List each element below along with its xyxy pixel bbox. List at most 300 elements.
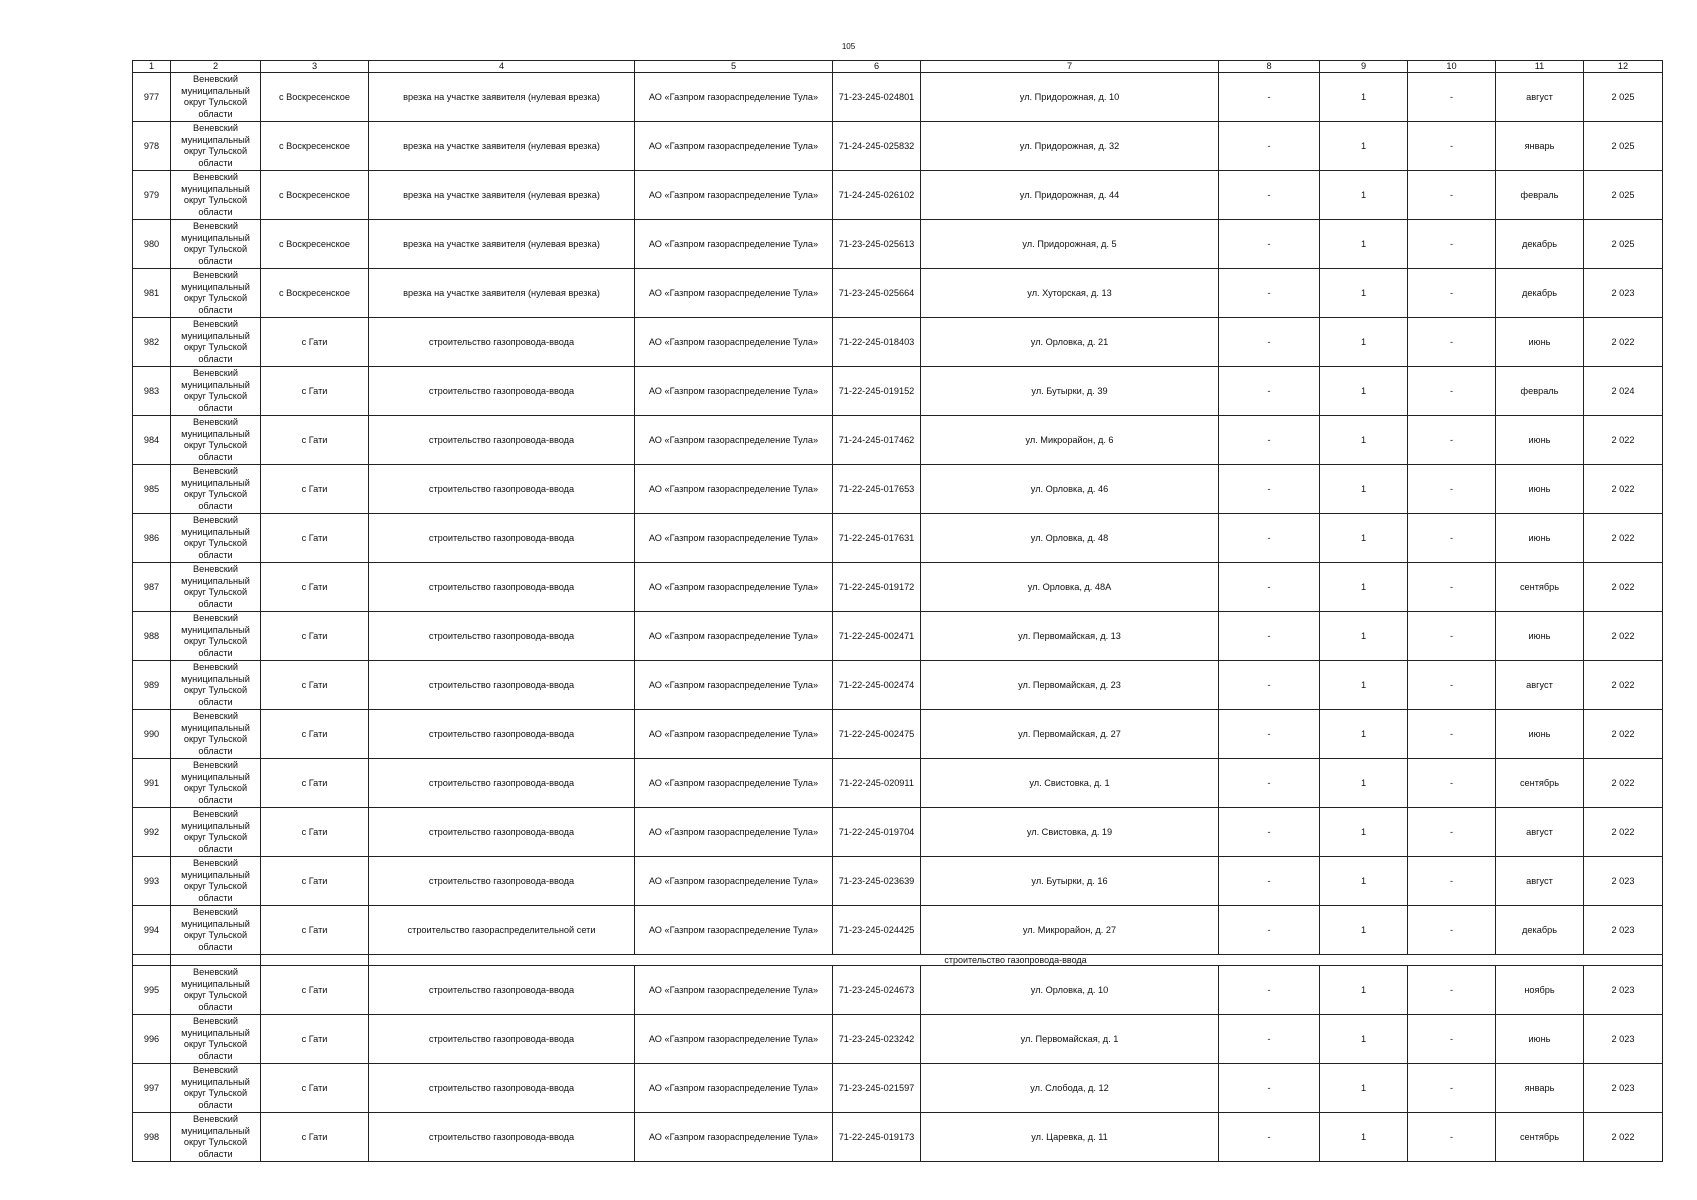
- column-9-value: 1: [1320, 171, 1408, 220]
- address: ул. Первомайская, д. 27: [921, 710, 1219, 759]
- work-type: строительство газораспределительной сети: [369, 906, 635, 955]
- year-value: 2 022: [1584, 465, 1663, 514]
- year-value: 2 023: [1584, 906, 1663, 955]
- month-value: июнь: [1496, 465, 1584, 514]
- application-code: 71-24-245-017462: [833, 416, 921, 465]
- column-10-value: -: [1408, 966, 1496, 1015]
- organization-name: АО «Газпром газораспределение Тула»: [635, 367, 833, 416]
- year-value: 2 024: [1584, 367, 1663, 416]
- address: ул. Орловка, д. 48: [921, 514, 1219, 563]
- row-number: 980: [133, 220, 171, 269]
- district-name: Веневский муниципальный округ Тульской области: [171, 857, 261, 906]
- month-value: ноябрь: [1496, 966, 1584, 1015]
- column-9-value: 1: [1320, 563, 1408, 612]
- district-name: Веневский муниципальный округ Тульской области: [171, 966, 261, 1015]
- month-value: август: [1496, 857, 1584, 906]
- column-10-value: -: [1408, 465, 1496, 514]
- table-row: [133, 563, 1663, 612]
- column-9-value: 1: [1320, 1064, 1408, 1113]
- address: ул. Микрорайон, д. 6: [921, 416, 1219, 465]
- column-8-value: -: [1219, 808, 1320, 857]
- column-9-value: 1: [1320, 966, 1408, 1015]
- address: ул. Хуторская, д. 13: [921, 269, 1219, 318]
- header-row: [133, 61, 1663, 73]
- table-row: [133, 171, 1663, 220]
- column-8-value: -: [1219, 857, 1320, 906]
- table-row: [133, 1064, 1663, 1113]
- organization-name: АО «Газпром газораспределение Тула»: [635, 1064, 833, 1113]
- work-type: врезка на участке заявителя (нулевая врезка): [369, 269, 635, 318]
- district-name: Веневский муниципальный округ Тульской области: [171, 220, 261, 269]
- organization-name: АО «Газпром газораспределение Тула»: [635, 220, 833, 269]
- settlement-name: с Гати: [261, 367, 369, 416]
- row-number: 994: [133, 906, 171, 955]
- year-value: 2 025: [1584, 220, 1663, 269]
- column-9-value: 1: [1320, 906, 1408, 955]
- month-value: август: [1496, 73, 1584, 122]
- settlement-name: с Гати: [261, 710, 369, 759]
- address: ул. Первомайская, д. 13: [921, 612, 1219, 661]
- table-row: [133, 808, 1663, 857]
- district-name: Веневский муниципальный округ Тульской области: [171, 1064, 261, 1113]
- row-number: 996: [133, 1015, 171, 1064]
- settlement-name: с Гати: [261, 808, 369, 857]
- settlement-name: с Гати: [261, 1015, 369, 1064]
- organization-name: АО «Газпром газораспределение Тула»: [635, 514, 833, 563]
- organization-name: АО «Газпром газораспределение Тула»: [635, 661, 833, 710]
- column-10-value: -: [1408, 1064, 1496, 1113]
- table-row: [133, 465, 1663, 514]
- month-value: сентябрь: [1496, 563, 1584, 612]
- work-type: строительство газопровода-ввода: [369, 465, 635, 514]
- column-9-value: 1: [1320, 73, 1408, 122]
- application-code: 71-22-245-019152: [833, 367, 921, 416]
- application-code: 71-23-245-023639: [833, 857, 921, 906]
- row-number: 993: [133, 857, 171, 906]
- address: ул. Свистовка, д. 1: [921, 759, 1219, 808]
- column-10-value: -: [1408, 563, 1496, 612]
- row-number: 992: [133, 808, 171, 857]
- organization-name: АО «Газпром газораспределение Тула»: [635, 906, 833, 955]
- note-cell-empty: [171, 955, 261, 966]
- month-value: июнь: [1496, 1015, 1584, 1064]
- district-name: Веневский муниципальный округ Тульской области: [171, 367, 261, 416]
- application-code: 71-23-245-024425: [833, 906, 921, 955]
- table-body-lower: [133, 966, 1663, 1162]
- row-number: 997: [133, 1064, 171, 1113]
- column-8-value: -: [1219, 318, 1320, 367]
- column-10-value: -: [1408, 367, 1496, 416]
- table-row: [133, 73, 1663, 122]
- row-number: 985: [133, 465, 171, 514]
- work-type: строительство газопровода-ввода: [369, 710, 635, 759]
- column-10-value: -: [1408, 710, 1496, 759]
- column-10-value: -: [1408, 857, 1496, 906]
- month-value: август: [1496, 661, 1584, 710]
- settlement-name: с Воскресенское: [261, 171, 369, 220]
- work-type: строительство газопровода-ввода: [369, 563, 635, 612]
- district-name: Веневский муниципальный округ Тульской области: [171, 122, 261, 171]
- table-row: [133, 759, 1663, 808]
- year-value: 2 022: [1584, 808, 1663, 857]
- header-cell: 12: [1584, 61, 1663, 73]
- row-number: 987: [133, 563, 171, 612]
- row-number: 982: [133, 318, 171, 367]
- column-9-value: 1: [1320, 416, 1408, 465]
- column-10-value: -: [1408, 759, 1496, 808]
- month-value: январь: [1496, 1064, 1584, 1113]
- organization-name: АО «Газпром газораспределение Тула»: [635, 1015, 833, 1064]
- application-code: 71-23-245-024801: [833, 73, 921, 122]
- row-number: 979: [133, 171, 171, 220]
- address: ул. Орловка, д. 21: [921, 318, 1219, 367]
- header-cell: 5: [635, 61, 833, 73]
- work-type: строительство газопровода-ввода: [369, 857, 635, 906]
- column-number-header: [133, 61, 1663, 73]
- district-name: Веневский муниципальный округ Тульской области: [171, 906, 261, 955]
- month-value: январь: [1496, 122, 1584, 171]
- settlement-name: с Гати: [261, 759, 369, 808]
- settlement-name: с Воскресенское: [261, 269, 369, 318]
- row-number: 986: [133, 514, 171, 563]
- column-8-value: -: [1219, 220, 1320, 269]
- organization-name: АО «Газпром газораспределение Тула»: [635, 1113, 833, 1162]
- table-row: [133, 269, 1663, 318]
- table-row: [133, 220, 1663, 269]
- organization-name: АО «Газпром газораспределение Тула»: [635, 122, 833, 171]
- column-8-value: -: [1219, 465, 1320, 514]
- district-name: Веневский муниципальный округ Тульской области: [171, 73, 261, 122]
- address: ул. Придорожная, д. 10: [921, 73, 1219, 122]
- district-name: Веневский муниципальный округ Тульской области: [171, 1113, 261, 1162]
- organization-name: АО «Газпром газораспределение Тула»: [635, 465, 833, 514]
- row-number: 995: [133, 966, 171, 1015]
- district-name: Веневский муниципальный округ Тульской области: [171, 612, 261, 661]
- table-body-upper: [133, 73, 1663, 955]
- column-10-value: -: [1408, 122, 1496, 171]
- column-8-value: -: [1219, 1113, 1320, 1162]
- work-type: строительство газопровода-ввода: [369, 966, 635, 1015]
- application-code: 71-22-245-002474: [833, 661, 921, 710]
- district-name: Веневский муниципальный округ Тульской области: [171, 759, 261, 808]
- settlement-name: с Гати: [261, 966, 369, 1015]
- address: ул. Придорожная, д. 44: [921, 171, 1219, 220]
- work-type: строительство газопровода-ввода: [369, 367, 635, 416]
- header-cell: 2: [171, 61, 261, 73]
- organization-name: АО «Газпром газораспределение Тула»: [635, 318, 833, 367]
- column-9-value: 1: [1320, 269, 1408, 318]
- work-type: строительство газопровода-ввода: [369, 1113, 635, 1162]
- work-type: строительство газопровода-ввода: [369, 416, 635, 465]
- district-name: Веневский муниципальный округ Тульской области: [171, 318, 261, 367]
- table-row: [133, 710, 1663, 759]
- address: ул. Орловка, д. 10: [921, 966, 1219, 1015]
- year-value: 2 025: [1584, 122, 1663, 171]
- column-8-value: -: [1219, 122, 1320, 171]
- column-9-value: 1: [1320, 514, 1408, 563]
- table-row: [133, 857, 1663, 906]
- row-number: 989: [133, 661, 171, 710]
- work-type: строительство газопровода-ввода: [369, 1015, 635, 1064]
- settlement-name: с Гати: [261, 514, 369, 563]
- column-8-value: -: [1219, 966, 1320, 1015]
- page-number: 105: [841, 42, 856, 51]
- address: ул. Орловка, д. 46: [921, 465, 1219, 514]
- application-code: 71-22-245-019172: [833, 563, 921, 612]
- column-10-value: -: [1408, 269, 1496, 318]
- year-value: 2 023: [1584, 1015, 1663, 1064]
- row-number: 981: [133, 269, 171, 318]
- table-row: [133, 661, 1663, 710]
- application-code: 71-22-245-019173: [833, 1113, 921, 1162]
- table-row: [133, 318, 1663, 367]
- row-number: 990: [133, 710, 171, 759]
- application-code: 71-23-245-023242: [833, 1015, 921, 1064]
- district-name: Веневский муниципальный округ Тульской области: [171, 416, 261, 465]
- organization-name: АО «Газпром газораспределение Тула»: [635, 269, 833, 318]
- column-9-value: 1: [1320, 612, 1408, 661]
- address: ул. Первомайская, д. 23: [921, 661, 1219, 710]
- organization-name: АО «Газпром газораспределение Тула»: [635, 966, 833, 1015]
- column-10-value: -: [1408, 318, 1496, 367]
- organization-name: АО «Газпром газораспределение Тула»: [635, 612, 833, 661]
- settlement-name: с Воскресенское: [261, 122, 369, 171]
- year-value: 2 023: [1584, 269, 1663, 318]
- column-9-value: 1: [1320, 1113, 1408, 1162]
- organization-name: АО «Газпром газораспределение Тула»: [635, 857, 833, 906]
- header-cell: 1: [133, 61, 171, 73]
- header-cell: 10: [1408, 61, 1496, 73]
- column-9-value: 1: [1320, 318, 1408, 367]
- column-8-value: -: [1219, 563, 1320, 612]
- address: ул. Придорожная, д. 5: [921, 220, 1219, 269]
- settlement-name: с Гати: [261, 465, 369, 514]
- row-number: 984: [133, 416, 171, 465]
- address: ул. Придорожная, д. 32: [921, 122, 1219, 171]
- column-8-value: -: [1219, 1015, 1320, 1064]
- month-value: декабрь: [1496, 269, 1584, 318]
- column-10-value: -: [1408, 416, 1496, 465]
- work-type: строительство газопровода-ввода: [369, 612, 635, 661]
- year-value: 2 023: [1584, 1064, 1663, 1113]
- column-8-value: -: [1219, 514, 1320, 563]
- address: ул. Бутырки, д. 16: [921, 857, 1219, 906]
- application-code: 71-22-245-020911: [833, 759, 921, 808]
- address: ул. Свистовка, д. 19: [921, 808, 1219, 857]
- column-8-value: -: [1219, 73, 1320, 122]
- column-10-value: -: [1408, 1113, 1496, 1162]
- organization-name: АО «Газпром газораспределение Тула»: [635, 73, 833, 122]
- column-9-value: 1: [1320, 710, 1408, 759]
- application-code: 71-24-245-026102: [833, 171, 921, 220]
- work-type: врезка на участке заявителя (нулевая врезка): [369, 73, 635, 122]
- note-cell-empty: [133, 955, 171, 966]
- settlement-name: с Гати: [261, 661, 369, 710]
- year-value: 2 022: [1584, 563, 1663, 612]
- month-value: июнь: [1496, 710, 1584, 759]
- settlement-name: с Воскресенское: [261, 73, 369, 122]
- row-number: 998: [133, 1113, 171, 1162]
- column-8-value: -: [1219, 612, 1320, 661]
- row-number: 988: [133, 612, 171, 661]
- district-name: Веневский муниципальный округ Тульской области: [171, 563, 261, 612]
- application-code: 71-22-245-018403: [833, 318, 921, 367]
- header-cell: 9: [1320, 61, 1408, 73]
- column-10-value: -: [1408, 661, 1496, 710]
- column-8-value: -: [1219, 367, 1320, 416]
- row-number: 983: [133, 367, 171, 416]
- column-10-value: -: [1408, 514, 1496, 563]
- month-value: сентябрь: [1496, 1113, 1584, 1162]
- year-value: 2 025: [1584, 73, 1663, 122]
- month-value: декабрь: [1496, 906, 1584, 955]
- header-cell: 6: [833, 61, 921, 73]
- application-code: 71-23-245-021597: [833, 1064, 921, 1113]
- column-9-value: 1: [1320, 367, 1408, 416]
- organization-name: АО «Газпром газораспределение Тула»: [635, 808, 833, 857]
- year-value: 2 025: [1584, 171, 1663, 220]
- table-row: [133, 612, 1663, 661]
- settlement-name: с Гати: [261, 906, 369, 955]
- settlement-name: с Воскресенское: [261, 220, 369, 269]
- column-9-value: 1: [1320, 759, 1408, 808]
- header-cell: 8: [1219, 61, 1320, 73]
- table-row: [133, 1113, 1663, 1162]
- column-9-value: 1: [1320, 220, 1408, 269]
- column-8-value: -: [1219, 269, 1320, 318]
- settlement-name: с Гати: [261, 416, 369, 465]
- column-8-value: -: [1219, 661, 1320, 710]
- column-10-value: -: [1408, 220, 1496, 269]
- column-10-value: -: [1408, 612, 1496, 661]
- column-9-value: 1: [1320, 857, 1408, 906]
- year-value: 2 022: [1584, 318, 1663, 367]
- table-row: [133, 906, 1663, 955]
- month-value: июнь: [1496, 514, 1584, 563]
- table-row: [133, 416, 1663, 465]
- column-9-value: 1: [1320, 661, 1408, 710]
- month-value: декабрь: [1496, 220, 1584, 269]
- row-number: 991: [133, 759, 171, 808]
- address: ул. Первомайская, д. 1: [921, 1015, 1219, 1064]
- work-type: строительство газопровода-ввода: [369, 1064, 635, 1113]
- settlement-name: с Гати: [261, 1113, 369, 1162]
- application-code: 71-22-245-017653: [833, 465, 921, 514]
- column-10-value: -: [1408, 906, 1496, 955]
- column-8-value: -: [1219, 416, 1320, 465]
- table-row: [133, 367, 1663, 416]
- year-value: 2 022: [1584, 661, 1663, 710]
- work-type: строительство газопровода-ввода: [369, 808, 635, 857]
- column-8-value: -: [1219, 906, 1320, 955]
- month-value: июнь: [1496, 416, 1584, 465]
- district-name: Веневский муниципальный округ Тульской области: [171, 171, 261, 220]
- month-value: август: [1496, 808, 1584, 857]
- column-10-value: -: [1408, 171, 1496, 220]
- year-value: 2 022: [1584, 710, 1663, 759]
- application-code: 71-23-245-024673: [833, 966, 921, 1015]
- register-table: [132, 60, 1663, 1162]
- settlement-name: с Гати: [261, 612, 369, 661]
- organization-name: АО «Газпром газораспределение Тула»: [635, 171, 833, 220]
- work-type: строительство газопровода-ввода: [369, 318, 635, 367]
- application-code: 71-22-245-019704: [833, 808, 921, 857]
- district-name: Веневский муниципальный округ Тульской области: [171, 710, 261, 759]
- header-cell: 3: [261, 61, 369, 73]
- month-value: июнь: [1496, 612, 1584, 661]
- district-name: Веневский муниципальный округ Тульской области: [171, 1015, 261, 1064]
- month-value: июнь: [1496, 318, 1584, 367]
- settlement-name: с Гати: [261, 563, 369, 612]
- year-value: 2 022: [1584, 416, 1663, 465]
- district-name: Веневский муниципальный округ Тульской области: [171, 661, 261, 710]
- address: ул. Бутырки, д. 39: [921, 367, 1219, 416]
- year-value: 2 023: [1584, 966, 1663, 1015]
- district-name: Веневский муниципальный округ Тульской области: [171, 808, 261, 857]
- organization-name: АО «Газпром газораспределение Тула»: [635, 710, 833, 759]
- header-cell: 11: [1496, 61, 1584, 73]
- address: ул. Орловка, д. 48А: [921, 563, 1219, 612]
- column-10-value: -: [1408, 73, 1496, 122]
- application-code: 71-23-245-025613: [833, 220, 921, 269]
- row-number: 978: [133, 122, 171, 171]
- month-value: февраль: [1496, 171, 1584, 220]
- header-cell: 7: [921, 61, 1219, 73]
- district-name: Веневский муниципальный округ Тульской области: [171, 514, 261, 563]
- row-number: 977: [133, 73, 171, 122]
- column-9-value: 1: [1320, 122, 1408, 171]
- column-8-value: -: [1219, 759, 1320, 808]
- column-9-value: 1: [1320, 1015, 1408, 1064]
- year-value: 2 022: [1584, 612, 1663, 661]
- application-code: 71-22-245-002471: [833, 612, 921, 661]
- note-row-text: строительство газопровода-ввода: [369, 955, 1663, 966]
- work-type: врезка на участке заявителя (нулевая врезка): [369, 171, 635, 220]
- application-code: 71-22-245-017631: [833, 514, 921, 563]
- column-8-value: -: [1219, 1064, 1320, 1113]
- work-type: врезка на участке заявителя (нулевая врезка): [369, 220, 635, 269]
- table-row: [133, 122, 1663, 171]
- header-cell: 4: [369, 61, 635, 73]
- address: ул. Слобода, д. 12: [921, 1064, 1219, 1113]
- work-type: строительство газопровода-ввода: [369, 759, 635, 808]
- settlement-name: с Гати: [261, 857, 369, 906]
- address: ул. Микрорайон, д. 27: [921, 906, 1219, 955]
- application-code: 71-23-245-025664: [833, 269, 921, 318]
- column-9-value: 1: [1320, 465, 1408, 514]
- note-cell-empty: [261, 955, 369, 966]
- year-value: 2 022: [1584, 514, 1663, 563]
- column-10-value: -: [1408, 808, 1496, 857]
- column-8-value: -: [1219, 171, 1320, 220]
- table-row: [133, 966, 1663, 1015]
- application-code: 71-22-245-002475: [833, 710, 921, 759]
- work-type: строительство газопровода-ввода: [369, 514, 635, 563]
- settlement-name: с Гати: [261, 318, 369, 367]
- settlement-name: с Гати: [261, 1064, 369, 1113]
- month-value: сентябрь: [1496, 759, 1584, 808]
- column-9-value: 1: [1320, 808, 1408, 857]
- organization-name: АО «Газпром газораспределение Тула»: [635, 759, 833, 808]
- year-value: 2 023: [1584, 857, 1663, 906]
- work-type: строительство газопровода-ввода: [369, 661, 635, 710]
- address: ул. Царевка, д. 11: [921, 1113, 1219, 1162]
- column-10-value: -: [1408, 1015, 1496, 1064]
- year-value: 2 022: [1584, 1113, 1663, 1162]
- district-name: Веневский муниципальный округ Тульской области: [171, 465, 261, 514]
- note-row: [133, 955, 1663, 966]
- table-row: [133, 1015, 1663, 1064]
